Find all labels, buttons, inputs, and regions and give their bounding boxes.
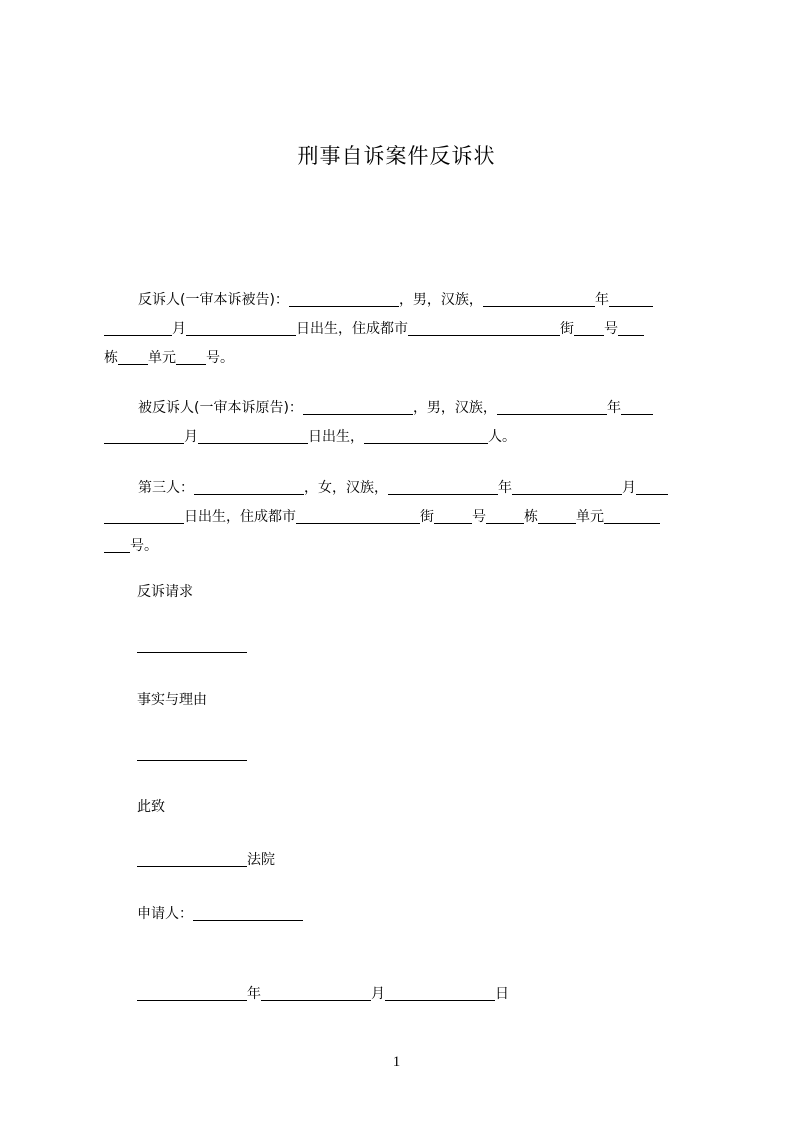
court-text: 法院 — [247, 852, 275, 868]
date-day-text: 日 — [495, 986, 509, 1002]
room-number-text: 号。 — [130, 538, 158, 554]
gender-ethnicity-text: ，男，汉族， — [398, 292, 483, 308]
gender-ethnicity-text: ，女，汉族， — [304, 480, 388, 496]
year-text: 年 — [606, 400, 621, 416]
third-party-paragraph — [104, 474, 702, 561]
number-text: 号 — [604, 321, 618, 337]
document-title: 刑事自诉案件反诉状 — [297, 144, 496, 168]
birth-month-blank-end — [104, 319, 172, 336]
claims-blank-line — [137, 632, 247, 661]
street-blank — [408, 319, 560, 336]
unit-text: 单元 — [576, 509, 604, 525]
page-number: 1 — [392, 1054, 401, 1070]
street-number-blank — [574, 319, 604, 336]
born-text: 日出生， — [308, 429, 364, 445]
street-number-blank — [434, 507, 472, 524]
facts-blank-line — [137, 740, 247, 769]
facts-blank — [137, 744, 247, 761]
applicant-label: 申请人： — [137, 906, 193, 922]
court-name-blank — [137, 850, 247, 867]
birth-year-blank — [483, 290, 595, 307]
date-year-blank — [137, 984, 247, 1001]
month-text: 月 — [184, 429, 198, 445]
building-text: 栋 — [524, 509, 538, 525]
month-text: 月 — [622, 480, 636, 496]
counter-defendant-label: 被反诉人(一审本诉原告)： — [138, 400, 303, 416]
third-party-label: 第三人： — [138, 480, 194, 496]
street-text: 街 — [560, 321, 574, 337]
birth-month-blank — [512, 478, 622, 495]
residence-blank — [364, 427, 488, 444]
salutation: 此致 — [137, 799, 165, 815]
applicant-blank — [193, 904, 303, 921]
counter-plaintiff-paragraph — [104, 286, 702, 373]
birth-month-blank-start — [609, 290, 653, 307]
birth-day-blank — [186, 319, 296, 336]
date-line — [137, 980, 509, 1009]
room-blank-start — [604, 507, 660, 524]
birth-day-blank — [198, 427, 308, 444]
court-line — [137, 846, 275, 875]
birth-month-blank-end — [104, 427, 184, 444]
date-month-blank — [261, 984, 371, 1001]
unit-blank — [118, 348, 148, 365]
month-text: 月 — [172, 321, 186, 337]
room-blank-end — [104, 536, 130, 553]
building-blank — [486, 507, 524, 524]
date-month-text: 月 — [371, 986, 385, 1002]
counter-plaintiff-label: 反诉人(一审本诉被告)： — [138, 292, 289, 308]
unit-text: 单元 — [148, 350, 176, 366]
facts-heading: 事实与理由 — [137, 692, 207, 708]
room-blank — [176, 348, 206, 365]
counter-defendant-paragraph — [104, 394, 702, 452]
name-blank — [194, 478, 304, 495]
birth-day-blank-end — [104, 507, 184, 524]
applicant-line — [137, 900, 303, 929]
building-text: 栋 — [104, 350, 118, 366]
name-blank — [289, 290, 399, 307]
birth-day-blank-start — [636, 478, 668, 495]
birth-year-blank — [497, 398, 607, 415]
street-text: 街 — [420, 509, 434, 525]
name-blank — [303, 398, 413, 415]
gender-ethnicity-text: ，男，汉族， — [412, 400, 497, 416]
born-live-text: 日出生，住成都市 — [184, 509, 296, 525]
birth-month-blank-start — [621, 398, 653, 415]
date-day-blank — [385, 984, 495, 1001]
claims-heading: 反诉请求 — [137, 584, 193, 600]
born-live-text: 日出生，住成都市 — [296, 321, 408, 337]
unit-blank — [538, 507, 576, 524]
room-number-text: 号。 — [206, 350, 234, 366]
date-year-text: 年 — [247, 986, 261, 1002]
year-text: 年 — [594, 292, 609, 308]
claims-blank — [137, 636, 247, 653]
year-text: 年 — [498, 480, 512, 496]
street-blank — [296, 507, 420, 524]
birth-year-blank — [388, 478, 498, 495]
number-text: 号 — [472, 509, 486, 525]
residence-suffix-text: 人。 — [488, 429, 516, 445]
building-blank — [618, 319, 644, 336]
